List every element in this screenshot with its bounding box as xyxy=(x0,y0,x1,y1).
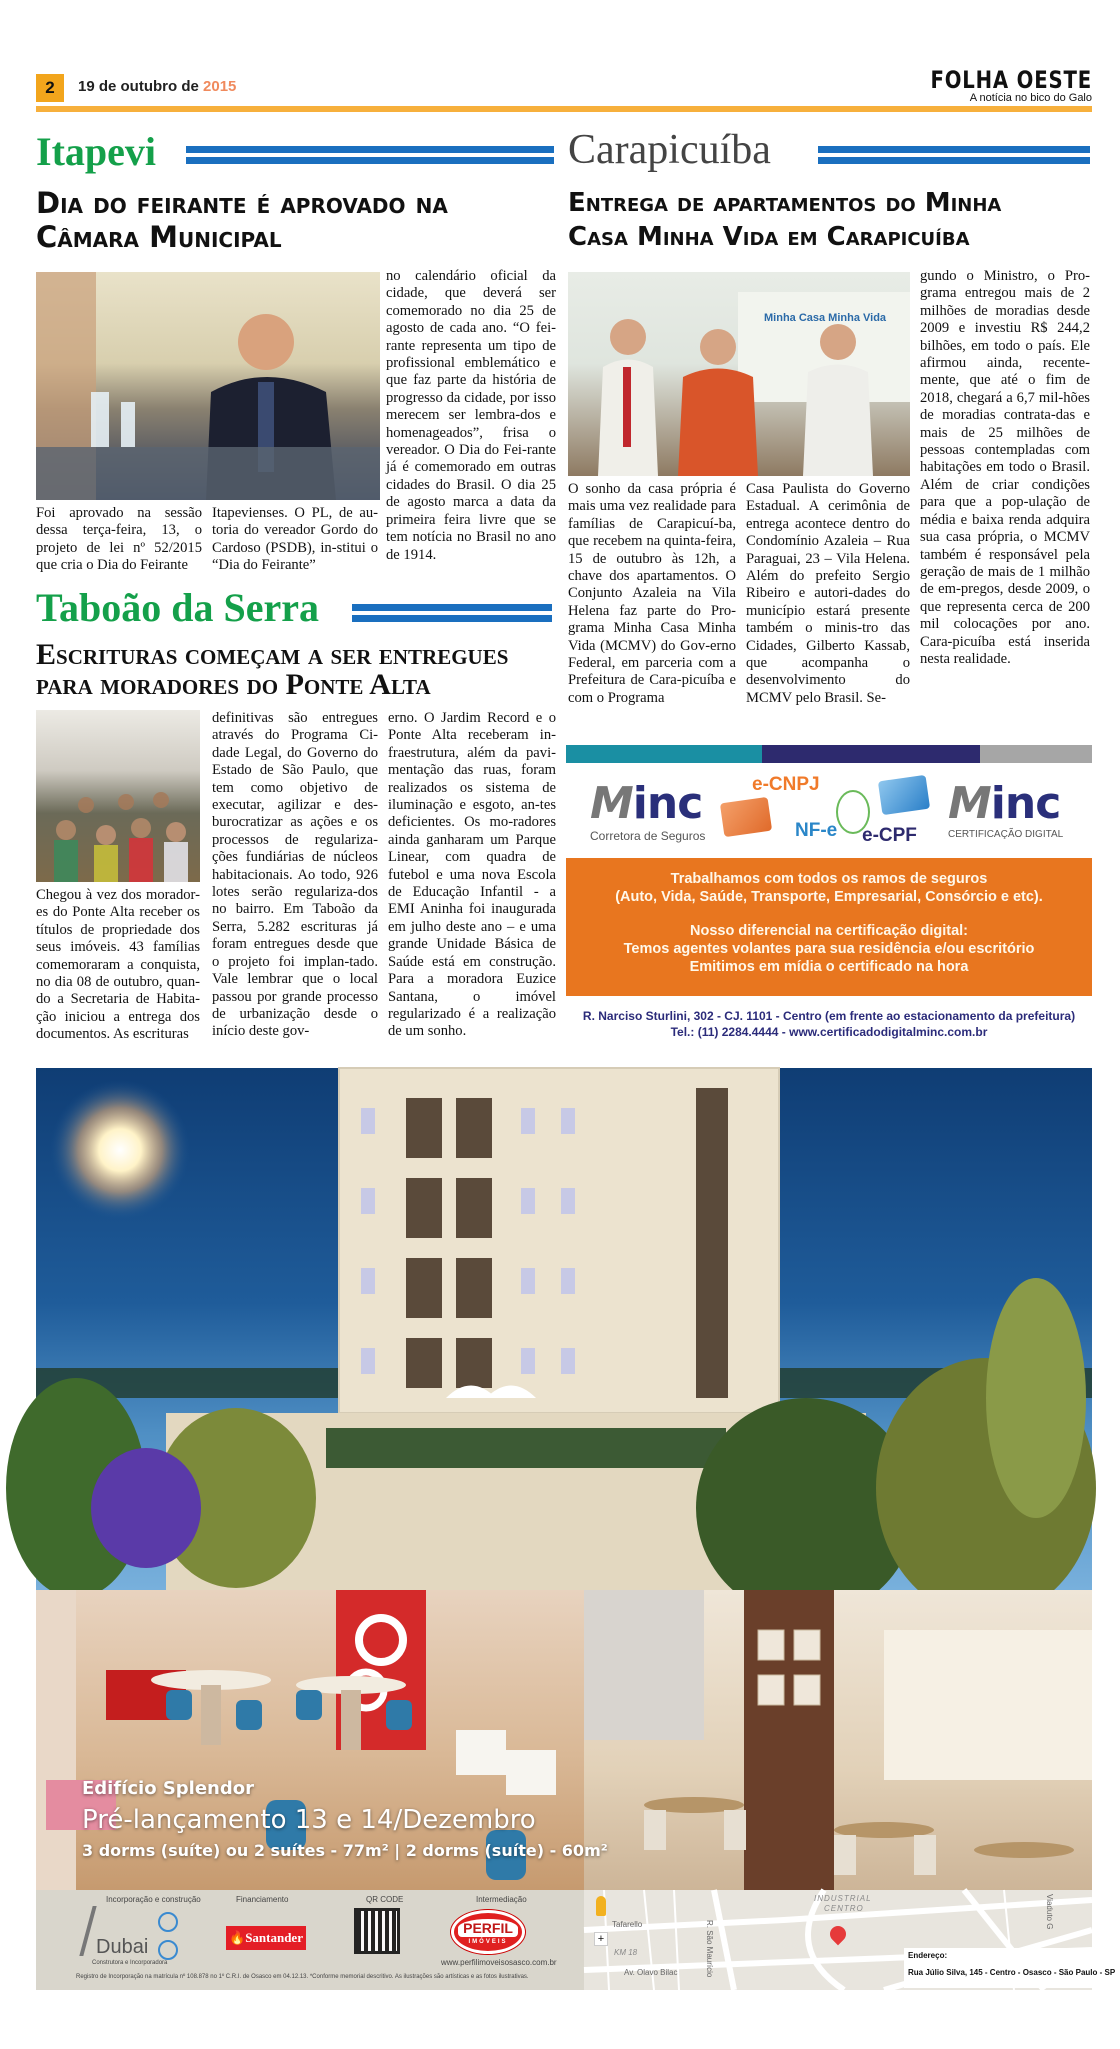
carapicuiba-column-1: O sonho da casa própria é mais uma vez realidade para famílias de Carapicuí-ba, que recebem na quinta-feira, 15 de outubro às 12h, a chave dos apartamentos. O Conjunto Azaleia na Vila Helena faz parte do Pro-grama Minha Casa Minha Vida (MCMV) do Gov-erno Federal, em parceria com a Prefeitura de Cara-picuíba e com o Programa xyxy=(568,481,736,706)
carapicuiba-column-2: Casa Paulista do Governo Estadual. A cerimônia de entrega acontece dentro do Condomínio Azaleia – Rua Paraguai, 23 – Vila Helena. Além do prefeito Sergio Ribeiro e autori-dades do município estará presente também o minis-tro das Cidades, Gilberto Kassab, que acompanha o desenvolvimento do MCMV pelo Brasil. Se- xyxy=(746,481,910,706)
property-title-block xyxy=(82,1778,608,1860)
section-title-itapevi: Itapevi xyxy=(36,129,156,174)
audience-illustration xyxy=(36,710,200,882)
paper-tagline: A notícia no bico do Galo xyxy=(969,92,1092,104)
developer-logo: Dubai xyxy=(96,1936,149,1958)
minc-m-glyph: M xyxy=(590,778,633,829)
street-view-pegman-icon[interactable] xyxy=(596,1896,606,1916)
unit-details: 3 dorms (suíte) ou 2 suítes - 77m² | 2 dorms (suíte) - 60m² xyxy=(82,1841,608,1860)
taboao-column-1: Chegou à vez dos morador-es do Ponte Alta receber os títulos de propriedade dos seus imóveis. 43 famílias comemoraram a conquista, no dia 08 de outubro, quan-do a Secretaria de Habita-ção iniciou a entrega dos documentos. As escrituras xyxy=(36,887,200,1043)
flame-icon: 🔥 xyxy=(229,1930,246,1945)
ecnpj-badge: e-CNPJ xyxy=(752,774,820,795)
headline-line: Casa Minha Vida em Carapicuíba xyxy=(568,222,970,252)
santander-logo xyxy=(226,1926,306,1950)
minc-brand: inc xyxy=(632,778,703,829)
address-line: R. Narciso Sturlini, 302 - CJ. 1101 - Centro (em frente ao estacionamento da prefeitura) xyxy=(582,1009,1076,1023)
lounge-illustration xyxy=(584,1590,1092,1890)
date-year: 2015 xyxy=(203,78,237,95)
issue-date xyxy=(78,78,236,95)
nfe-badge: NF-e xyxy=(795,820,838,841)
taboao-column-2: definitivas são entregues através do Programa Ci-dade Legal, do Governo do Estado de São Paulo, que tem como objetivo de executar, agilizar e des-burocratizar as ações e os processos de regulariza-ções fundiárias de núcleos habitacionais. Ao todo, 926 lotes serão regulariza-dos no bairro. Em Taboão da Serra, 5.282 escrituras já foram entregues desde que o projeto foi implan-tado. Vale lembrar que o local passou por grande processo de urbanização desde o início deste gov- xyxy=(212,710,378,1040)
map-label: Av. Olavo Bilac xyxy=(624,1968,678,1977)
minc-m-glyph: M xyxy=(948,778,991,829)
location-map[interactable] xyxy=(584,1890,1116,1990)
itapevi-photo xyxy=(36,272,380,500)
minc-subtitle: Corretora de Seguros xyxy=(590,829,706,843)
itapevi-column-3: no calendário oficial da cidade, que deverá ser comemorado no dia 25 de agosto de cada ano. “O fei-rante representa um tipo de profissional emblemático e que faz parte da história de progresso da cidade, por isso merecem ser lembra-dos e homenageados”, frisa o vereador. O Dia do Fei-rante já é comemorado em outras cidades do Brasil. O dia 25 de agosto marca a data da primeira feira livre que se tem notícia no Brasil no ano de 1914. xyxy=(386,268,556,563)
map-label: CENTRO xyxy=(824,1904,864,1913)
minc-logo-insurance xyxy=(590,778,705,843)
address-value: Rua Júlio Silva, 145 - Centro - Osasco - São Paulo - SP xyxy=(908,1968,1116,1977)
ad-line: Trabalhamos com todos os ramos de seguros xyxy=(670,871,988,887)
headline-line: Dia do feirante é aprovado na xyxy=(36,186,448,220)
perfil-subtitle: IMÓVEIS xyxy=(468,1939,508,1945)
perfil-logo xyxy=(451,1910,525,1954)
date-prefix: 19 de outubro de xyxy=(78,78,204,95)
bank-name: Santander xyxy=(245,1930,303,1945)
minc-brand: inc xyxy=(990,778,1061,829)
zoom-in-icon[interactable]: + xyxy=(594,1932,608,1946)
vereador-illustration xyxy=(36,272,380,500)
contact-line[interactable]: Tel.: (11) 2284.4444 - www.certificadodigitalminc.com.br xyxy=(670,1025,988,1039)
map-label: Tafarello xyxy=(612,1920,643,1929)
headline-carapicuiba xyxy=(568,186,1098,254)
ceremony-illustration xyxy=(568,272,910,476)
map-label: R. São Maurício xyxy=(705,1920,714,1978)
seal-icon xyxy=(158,1940,178,1960)
label-incorporacao: Incorporação e construção xyxy=(106,1895,201,1904)
minc-address xyxy=(566,1008,1092,1040)
label-intermediacao: Intermediação xyxy=(476,1895,527,1904)
label-financiamento: Financiamento xyxy=(236,1895,289,1904)
building-illustration xyxy=(36,1068,1092,1590)
ecnpj-card-icon xyxy=(720,797,772,837)
section-rule xyxy=(818,146,1090,164)
headline-line: Escrituras começam a ser entregues xyxy=(36,638,509,671)
label-qr: QR CODE xyxy=(366,1895,404,1904)
legal-notice: Registro de Incorporação na matrícula nº 108.878 no 1º C.R.I. de Osasco em 04.12.13. *Conforme memorial descritivo. As ilustrações são artísticas e as fotos ilustrativas. xyxy=(76,1974,529,1980)
taboao-photo xyxy=(36,710,200,882)
ecpf-badge: e-CPF xyxy=(862,825,917,846)
minc-services-box xyxy=(566,858,1092,996)
developer-subtitle: Construtora e Incorporadora xyxy=(92,1960,168,1966)
minc-subtitle: CERTIFICAÇÃO DIGITAL xyxy=(948,829,1064,840)
masthead xyxy=(895,66,1092,104)
minc-logo-certification xyxy=(948,778,1063,840)
lounge-render xyxy=(584,1590,1092,1890)
itapevi-column-2: Itapevienses. O PL, de au-toria do vereador Gordo do Cardoso (PSDB), in-stitui o “Dia do Feirante” xyxy=(212,505,378,574)
perfil-name: PERFIL xyxy=(458,1919,518,1937)
ad-stripe-teal xyxy=(566,745,762,763)
paper-name: FOLHA OESTE xyxy=(930,66,1092,94)
map-label: INDUSTRIAL xyxy=(814,1894,872,1903)
address-label: Endereço: xyxy=(908,1951,948,1960)
headline-line: Câmara Municipal xyxy=(36,220,282,254)
ad-stripe-navy xyxy=(762,745,980,763)
headline-line: para moradores do Ponte Alta xyxy=(36,668,431,701)
ad-line: Nosso diferencial na certificação digital: xyxy=(690,923,968,939)
map-label: Viaduto G xyxy=(1045,1894,1054,1930)
section-rule xyxy=(352,604,552,622)
broker-url[interactable]: www.perfilimoveisosasco.com.br xyxy=(441,1958,557,1967)
qr-code-icon[interactable] xyxy=(354,1908,400,1954)
seal-icon xyxy=(158,1912,178,1932)
ecpf-card-icon xyxy=(878,775,930,815)
headline-itapevi xyxy=(36,186,576,254)
itapevi-column-1: Foi aprovado na sessão dessa terça-feira, 13, o projeto de lei nº 52/2015 que cria o Dia do Feirante xyxy=(36,505,202,574)
building-render xyxy=(36,1068,1092,1590)
map-label: KM 18 xyxy=(614,1948,638,1957)
header-rule xyxy=(36,106,1092,112)
ad-stripe-grey xyxy=(980,745,1092,763)
address-card xyxy=(904,1948,1116,1988)
photo-banner-text: Minha Casa Minha Vida xyxy=(764,312,887,324)
carapicuiba-column-3: gundo o Ministro, o Pro-grama entregou mais de 2 milhões de moradias desde 2009 e investiu R$ 244,2 bilhões, em todo o país. Ele afirmou ainda, recente-mente, que até o fim de 2018, chegará a 6,7 mil-hões de moradias contrata-das e mais de 25 milhões de pessoas contempladas com habitações em todo o Brasil. Além de criar condições para que a pop-ulação de média e baixa renda adquira sua casa própria, o MCMV também é responsável pela geração de mais de 1 milhão de em-pregos, desde 2009, o que representa cerca de 200 mil colocações por ano. Cara-picuíba está inserida nesta realidade. xyxy=(920,268,1090,667)
headline-line: Entrega de apartamentos do Minha xyxy=(568,188,1002,218)
launch-dates: Pré-lançamento 13 e 14/Dezembro xyxy=(82,1805,536,1835)
ad-line: Temos agentes volantes para sua residência e/ou escritório xyxy=(623,941,1035,957)
carapicuiba-photo xyxy=(568,272,910,476)
section-title-taboao: Taboão da Serra xyxy=(36,585,320,630)
ad-line: Emitimos em mídia o certificado na hora xyxy=(689,959,969,975)
headline-taboao xyxy=(36,640,576,700)
section-rule xyxy=(186,146,554,164)
ad-line: (Auto, Vida, Saúde, Transporte, Empresarial, Consórcio e etc). xyxy=(615,889,1043,905)
page-number: 2 xyxy=(36,74,64,102)
sponsors-strip xyxy=(36,1890,584,1990)
dubai-sail-icon xyxy=(79,1906,96,1956)
section-title-carapicuiba: Carapicuíba xyxy=(568,127,771,173)
taboao-column-3: erno. O Jardim Record e o Ponte Alta receberam in-fraestrutura, além da pavi-mentação das ruas, foram realizados os sistema de iluminação e esgoto, an-tes deficientes. Os mo-radores ainda ganharam um Parque Linear, com quadra de futebol e uma nova Escola de Educação Infantil - a EMI Aninha foi inaugurada em julho deste ano – e uma grande Unidade Básica de Saúde está em construção. Para a moradora Euzice Santana, o imóvel regularizado é a realização de um sonho. xyxy=(388,710,556,1040)
building-name: Edifício Splendor xyxy=(82,1778,254,1799)
